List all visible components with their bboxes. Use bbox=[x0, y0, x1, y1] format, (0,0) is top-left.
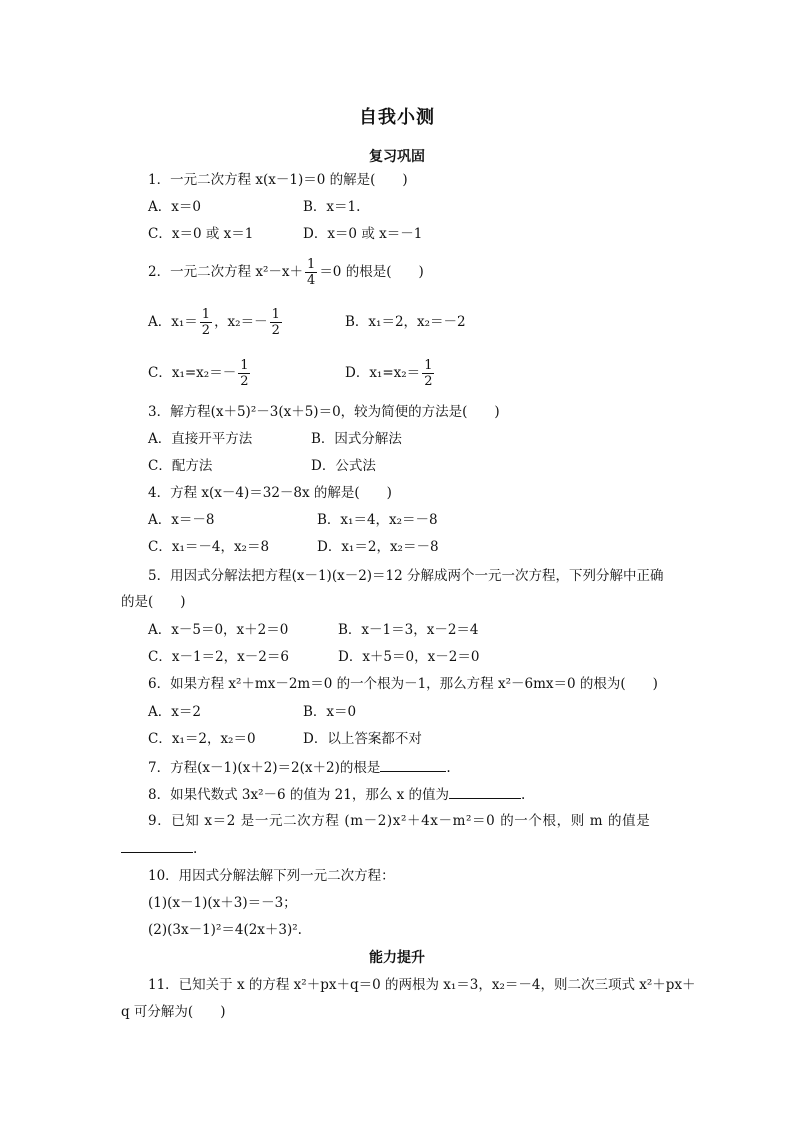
question-5-stem-line-1: 5．用因式分解法把方程(x－1)(x－2)＝12 分解成两个一元一次方程，下列分解中正确 bbox=[148, 568, 664, 584]
question-3-option-c: C．配方法 bbox=[148, 458, 213, 474]
question-6-option-c: C．x₁＝2，x₂＝0 bbox=[148, 731, 256, 747]
fraction-numerator: 1 bbox=[240, 358, 249, 373]
question-1-option-a: A．x＝0 bbox=[148, 199, 201, 215]
question-5-option-a: A．x－5＝0，x＋2＝0 bbox=[148, 622, 289, 638]
question-6-option-d: D．以上答案都不对 bbox=[303, 731, 422, 747]
question-6-option-b: B．x＝0 bbox=[303, 704, 357, 720]
question-5-option-d: D．x＋5＝0，x－2＝0 bbox=[338, 649, 480, 665]
question-8-period: . bbox=[521, 787, 526, 803]
fraction-numerator: 1 bbox=[307, 257, 316, 272]
question-8-stem bbox=[148, 784, 525, 805]
section-heading-review: 复习巩固 bbox=[369, 149, 425, 165]
fraction-denominator: 2 bbox=[424, 374, 433, 389]
question-3-option-d: D．公式法 bbox=[311, 458, 376, 474]
fraction-one-half bbox=[200, 307, 212, 338]
question-9-answer-line bbox=[121, 838, 197, 859]
question-7-period: . bbox=[446, 760, 451, 776]
question-8-text: 8．如果代数式 3x²－6 的值为 21，那么 x 的值为 bbox=[148, 787, 450, 803]
question-9-stem: 9．已知 x＝2 是一元二次方程 (m－2)x²＋4x－m²＝0 的一个根，则 m 的值是 bbox=[148, 813, 651, 829]
answer-blank[interactable] bbox=[380, 757, 446, 772]
fraction-one-quarter bbox=[305, 257, 317, 288]
question-9-period: . bbox=[193, 841, 198, 857]
question-2-option-b: B．x₁＝2，x₂＝－2 bbox=[345, 314, 466, 330]
question-2-option-a bbox=[148, 307, 284, 338]
question-11-stem-line-1: 11．已知关于 x 的方程 x²＋px＋q＝0 的两根为 x₁＝3，x₂＝－4，则二次三项式 x²＋px＋ bbox=[148, 977, 696, 993]
question-7-text: 7．方程(x－1)(x＋2)＝2(x＋2)的根是 bbox=[148, 760, 381, 776]
question-10-stem: 10．用因式分解法解下列一元二次方程： bbox=[148, 868, 395, 884]
fraction-numerator: 1 bbox=[424, 358, 433, 373]
fraction-numerator: 1 bbox=[201, 307, 211, 322]
question-2-stem bbox=[148, 257, 424, 288]
fraction-one-half bbox=[422, 358, 434, 389]
fraction-one-half bbox=[270, 307, 282, 338]
question-5-option-b: B．x－1＝3，x－2＝4 bbox=[338, 622, 479, 638]
question-5-stem-line-2: 的是( ) bbox=[121, 594, 186, 610]
fraction-denominator: 2 bbox=[201, 323, 211, 338]
question-2-option-c bbox=[148, 358, 252, 389]
fraction-numerator: 1 bbox=[271, 307, 280, 322]
question-4-option-d: D．x₁＝2，x₂＝－8 bbox=[317, 539, 439, 555]
question-3-option-a: A．直接开平方法 bbox=[148, 431, 253, 447]
question-5-option-c: C．x－1＝2，x－2＝6 bbox=[148, 649, 289, 665]
fraction-one-half bbox=[238, 358, 250, 389]
fraction-denominator: 4 bbox=[307, 273, 316, 288]
question-1-option-c: C．x＝0 或 x＝1 bbox=[148, 226, 254, 242]
question-4-option-c: C．x₁＝－4，x₂＝8 bbox=[148, 539, 270, 555]
question-3-option-b: B．因式分解法 bbox=[311, 431, 402, 447]
question-2-option-a-mid: ，x₂＝－ bbox=[214, 314, 268, 330]
question-2-option-a-start: A．x₁＝ bbox=[148, 314, 198, 330]
fraction-denominator: 2 bbox=[240, 374, 249, 389]
fraction-denominator: 2 bbox=[271, 323, 280, 338]
question-4-stem: 4．方程 x(x－4)＝32－8x 的解是( ) bbox=[148, 485, 392, 501]
question-2-stem-end: ＝0 的根是( ) bbox=[319, 264, 424, 280]
page-title: 自我小测 bbox=[359, 107, 435, 128]
question-10-part-2: (2)(3x－1)²＝4(2x＋3)². bbox=[148, 922, 302, 938]
section-heading-ability: 能力提升 bbox=[369, 950, 425, 966]
answer-blank[interactable] bbox=[121, 838, 193, 853]
question-11-stem-line-2: q 可分解为( ) bbox=[121, 1004, 226, 1020]
question-1-option-b: B．x＝1. bbox=[303, 199, 361, 215]
answer-blank[interactable] bbox=[449, 784, 521, 799]
question-1-stem: 1．一元二次方程 x(x－1)＝0 的解是( ) bbox=[148, 172, 408, 188]
question-2-stem-start: 2．一元二次方程 x²－x＋ bbox=[148, 264, 304, 280]
question-4-option-a: A．x＝－8 bbox=[148, 512, 215, 528]
question-4-option-b: B．x₁＝4，x₂＝－8 bbox=[317, 512, 438, 528]
question-3-stem: 3．解方程(x＋5)²－3(x＋5)＝0，较为简便的方法是( ) bbox=[148, 404, 500, 420]
question-2-option-c-start: C．x₁=x₂＝－ bbox=[148, 365, 237, 381]
question-6-stem: 6．如果方程 x²＋mx－2m＝0 的一个根为－1，那么方程 x²－6mx＝0 的根为( ) bbox=[148, 676, 658, 692]
question-2-option-d bbox=[345, 358, 436, 389]
question-2-option-d-start: D．x₁=x₂＝ bbox=[345, 365, 421, 381]
question-7-stem bbox=[148, 757, 451, 778]
question-10-part-1: (1)(x－1)(x＋3)＝－3； bbox=[148, 895, 297, 911]
question-6-option-a: A．x＝2 bbox=[148, 704, 201, 720]
question-1-option-d: D．x＝0 或 x＝－1 bbox=[303, 226, 423, 242]
